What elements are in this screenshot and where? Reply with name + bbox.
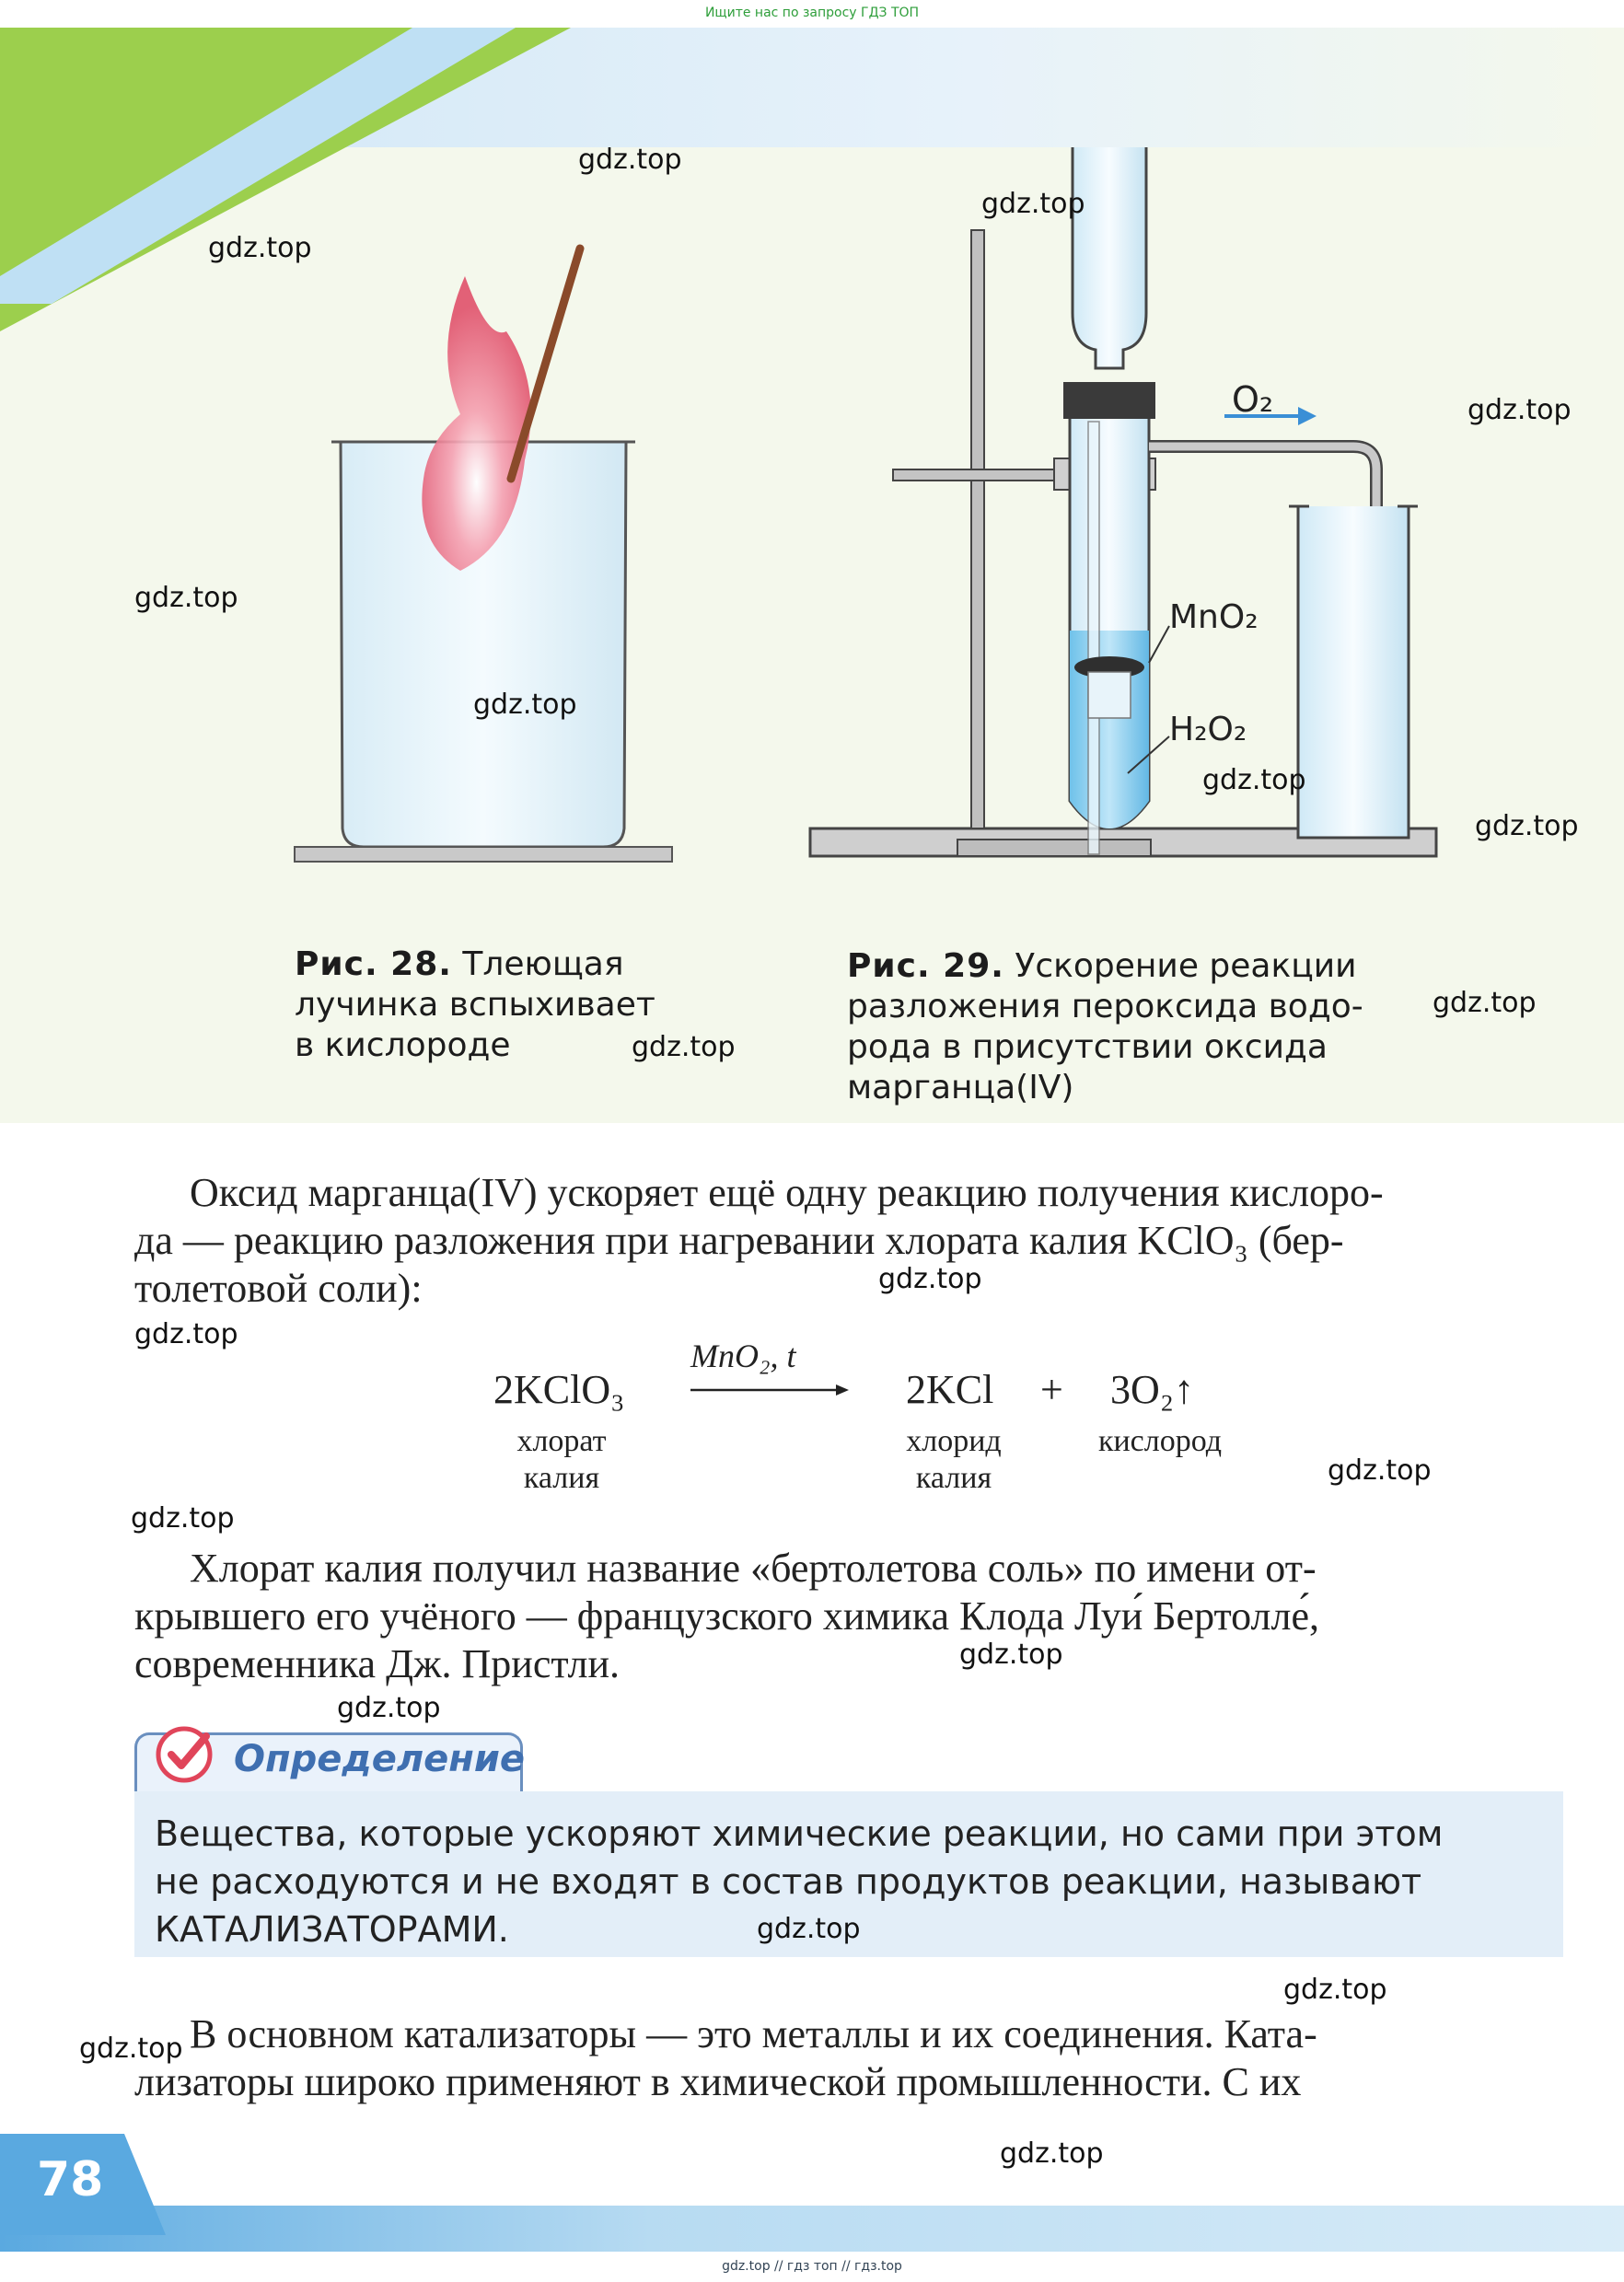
- paragraph-1: [134, 1169, 1563, 1313]
- watermark: gdz.top: [1328, 1454, 1432, 1487]
- figure-28-beaker-illustration: [276, 239, 700, 875]
- equation-product-1: 2KCl: [906, 1367, 994, 1412]
- definition-line: не расходуются и не входят в состав продуктов реакции, называют: [155, 1861, 1422, 1902]
- text-line: Оксид марганца(IV) ускоряет ещё одну реакцию получения кислоро-: [190, 1170, 1384, 1215]
- text-line: В основном катализаторы — это металлы и их соединения. Ката-: [190, 2011, 1317, 2056]
- watermark: gdz.top: [878, 1263, 982, 1295]
- figure-28-caption: [295, 944, 681, 1066]
- name-line: калия: [915, 1461, 992, 1495]
- figure-29-apparatus-illustration: [801, 129, 1445, 875]
- checkmark-icon: [153, 1723, 215, 1786]
- caption-line: Тлеющая: [462, 945, 624, 983]
- label-mno2: MnO₂: [1169, 598, 1259, 636]
- watermark: gdz.top: [959, 1639, 1063, 1671]
- label-h2o2: H₂O₂: [1169, 711, 1247, 748]
- product-1-name: [871, 1423, 1037, 1497]
- paragraph-3: [134, 2010, 1563, 2106]
- text-line: да — реакцию разложения при нагревании хлората калия KClO₃ (бер-: [134, 1218, 1344, 1263]
- name-line: хлорид: [906, 1424, 1002, 1458]
- figure-29-caption-number: Рис. 29.: [847, 947, 1004, 985]
- caption-line: разложения пероксида водо-: [847, 988, 1363, 1025]
- text-line: Хлорат калия получил название «бертолетова соль» по имени от-: [190, 1546, 1317, 1591]
- page-number: 78: [37, 2152, 104, 2207]
- watermark: gdz.top: [1202, 764, 1306, 796]
- product-2-name: кислород: [1097, 1424, 1223, 1458]
- watermark: gdz.top: [1000, 2137, 1104, 2170]
- watermark: gdz.top: [632, 1031, 736, 1063]
- text-line: крывшего его учёного — французского химика Клода Луи́ Бертолле́,: [134, 1593, 1319, 1639]
- definition-title: Определение: [234, 1738, 526, 1780]
- watermark: gdz.top: [981, 188, 1085, 220]
- equation-product-2: 3O₂↑: [1110, 1367, 1195, 1412]
- caption-line: марганца(IV): [847, 1069, 1074, 1106]
- watermark: gdz.top: [131, 1502, 235, 1535]
- definition-line: КАТАЛИЗАТОРАМИ.: [155, 1909, 509, 1950]
- text-line: современника Дж. Пристли.: [134, 1641, 620, 1686]
- paragraph-2: [134, 1545, 1563, 1688]
- watermark: gdz.top: [134, 582, 238, 614]
- label-o2: O₂: [1232, 379, 1274, 420]
- watermark: gdz.top: [1433, 987, 1537, 1019]
- equation-condition: MnO₂, t: [690, 1338, 796, 1374]
- watermark: gdz.top: [79, 2033, 183, 2065]
- text-line: толетовой соли):: [134, 1266, 423, 1311]
- name-line: калия: [523, 1461, 600, 1495]
- watermark: gdz.top: [1475, 810, 1579, 842]
- name-line: хлорат: [516, 1424, 607, 1458]
- footer-band: [0, 2206, 1624, 2252]
- footer-note: gdz.top // гдз топ // гдз.top: [722, 2259, 902, 2274]
- equation-plus: +: [1040, 1367, 1063, 1412]
- figure-28-caption-number: Рис. 28.: [295, 945, 452, 983]
- watermark: gdz.top: [757, 1913, 861, 1945]
- caption-line: рода в присутствии оксида: [847, 1028, 1328, 1066]
- watermark: gdz.top: [337, 1692, 441, 1724]
- caption-line: в кислороде: [295, 1026, 511, 1064]
- reactant-name: [479, 1423, 644, 1497]
- watermark: gdz.top: [473, 689, 577, 721]
- caption-line: лучинка вспыхивает: [295, 986, 655, 1024]
- watermark: gdz.top: [578, 144, 682, 176]
- watermark: gdz.top: [1283, 1974, 1387, 2006]
- figure-29-caption: [847, 946, 1427, 1108]
- watermark: gdz.top: [1467, 394, 1572, 426]
- reaction-arrow-icon: [689, 1381, 851, 1399]
- watermark: gdz.top: [134, 1318, 238, 1350]
- caption-line: Ускорение реакции: [1015, 947, 1357, 985]
- watermark: gdz.top: [208, 232, 312, 264]
- equation-reactant: 2KClO₃: [493, 1367, 625, 1412]
- header-note: Ищите нас по запросу ГДЗ ТОП: [704, 6, 920, 20]
- text-line: лизаторы широко применяют в химической промышленности. С их: [134, 2059, 1302, 2104]
- definition-line: Вещества, которые ускоряют химические реакции, но сами при этом: [155, 1813, 1444, 1854]
